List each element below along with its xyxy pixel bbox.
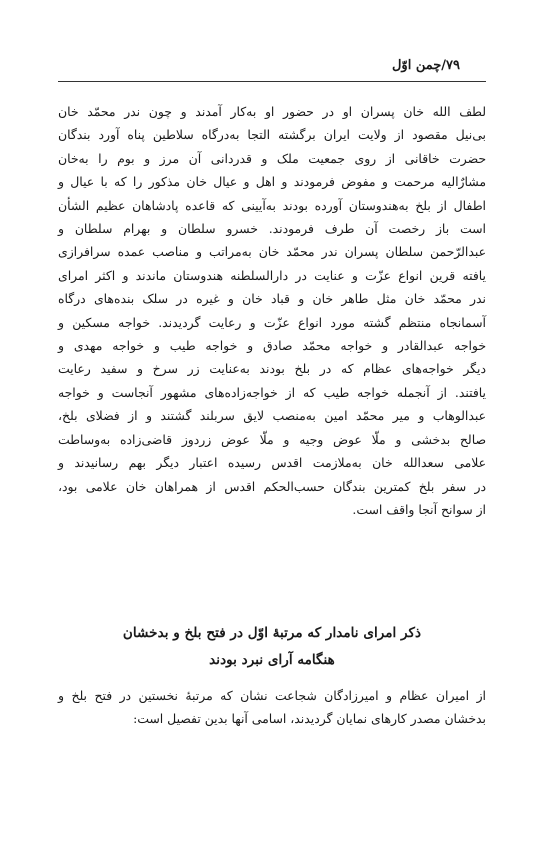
text-line: عبدالرّحمن سلطان پسران ندر محمّد خان به‌مراتب و مناصب عمده سرافرازی <box>58 244 486 260</box>
text-line: مشارٌالیه مرحمت و مفوض فرمودند و اهل و عیال خان مذکور را که با عیال و <box>58 174 486 190</box>
text-line: یافته قرین انواع عزّت و عنایت در دارالسلطنه هندوستان ماندند و اکثر امرای <box>58 267 486 283</box>
text-line: بی‌نیل مقصود از ولایت ایران برگشته التجا به‌درگاه سلاطین پناه آورد بندگان <box>58 127 486 143</box>
text-line: از امیران عظام و امیرزادگان شجاعت نشان که مرتبۀ نخستین در فتح بلخ و <box>58 688 486 703</box>
text-line: خواجه عبدالقادر و خواجه محمّد صادق و خواجه طیب و خواجه مهدی و <box>58 338 486 354</box>
text-line: آسمانجاه منتظم گشته مورد انواع عزّت و رعایت گردیدند. خواجه مسکین و <box>58 314 486 330</box>
main-paragraph <box>58 100 486 521</box>
running-header: ۷۹/چمن اوّل <box>391 58 460 73</box>
text-line: از سوانح آنجا واقف است. <box>352 501 486 517</box>
text-line: دیگر خواجه‌های عظام که در بلخ بودند به‌عنایت زر سرخ و سفید رعایت <box>58 361 486 377</box>
text-line: ندر محمّد خان مثل طاهر خان و قباد خان و غیره در سلک بنده‌های درگاه <box>58 291 486 307</box>
text-line: در سفر بلخ کمترین بندگان حسب‌الحکم اقدس از همراهان خان علامی بود، <box>58 478 486 494</box>
text-line: علامی سعدالله خان به‌ملازمت اقدس رسیده اعتبار دیگر بهم رسانیدند و <box>58 455 486 471</box>
text-line: لطف الله خان پسران او در حضور او به‌کار آمدند و چون ندر محمّد خان <box>58 104 486 119</box>
text-line: حضرت خاقانی از روی جمعیت ملک و قدردانی آن مرز و بوم را به‌خان <box>58 150 486 166</box>
section-heading-line: ذکر امرای نامدار که مرتبۀ اوّل در فتح بلخ و بدخشان <box>122 625 422 641</box>
section-heading <box>58 620 486 674</box>
text-line: اطفال از بلخ به‌هندوستان آورده بودند به‌آیینی که قاعده پادشاهان عظیم الشأن <box>58 197 486 213</box>
text-line: بدخشان مصدر کارهای نمایان گردیدند، اسامی آنها بدین تفصیل است: <box>133 711 486 727</box>
text-line: یافتند. از آنجمله خواجه طیب که از خواجه‌زاده‌های مشهور آنجاست و خواجه <box>58 384 486 400</box>
text-line: عبدالوهاب و میر محمّد امین به‌منصب لایق سربلند گشتند و از فضلای بلخ، <box>58 408 486 424</box>
header-rule <box>58 81 486 82</box>
text-line: است باز رخصت آن طرف فرمودند. خسرو سلطان و بهرام سلطان و <box>58 221 486 237</box>
section-heading-line: هنگامه آرای نبرد بودند <box>209 652 335 668</box>
section-intro-paragraph <box>58 684 486 731</box>
text-line: صالح بدخشی و ملّا عوض وجیه و ملّا عوض زردوز قاضی‌زاده به‌وساطت <box>58 431 486 447</box>
